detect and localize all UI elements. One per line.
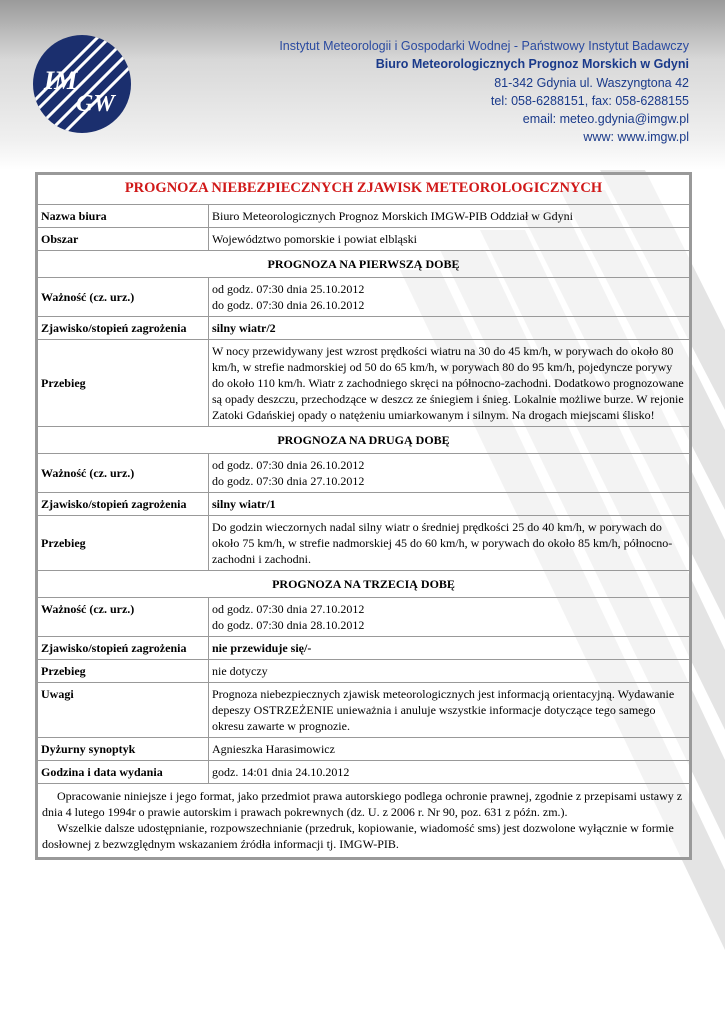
day2-phenomenon-value: silny wiatr/1 (209, 493, 690, 516)
day1-heading: PROGNOZA NA PIERWSZĄ DOBĘ (38, 251, 690, 278)
website-link[interactable]: www: www.imgw.pl (583, 130, 689, 145)
day2-phenomenon-label: Zjawisko/stopień zagrożenia (38, 493, 209, 516)
day3-validity-label: Ważność (cz. urz.) (38, 598, 209, 637)
day3-heading: PROGNOZA NA TRZECIĄ DOBĘ (38, 571, 690, 598)
forecast-table (37, 174, 690, 858)
phone-fax: tel: 058-6288151, fax: 058-6288155 (490, 93, 689, 108)
day1-phenomenon-label: Zjawisko/stopień zagrożenia (38, 317, 209, 340)
day3-validity-from: od godz. 07:30 dnia 27.10.2012 (212, 602, 365, 616)
area-label: Obszar (38, 228, 209, 251)
table-row (38, 738, 690, 761)
day2-heading: PROGNOZA NA DRUGĄ DOBĘ (38, 427, 690, 454)
forecast-document (35, 172, 692, 860)
office-name: Biuro Meteorologicznych Prognoz Morskich w Gdyni (375, 57, 689, 72)
day1-validity-from: od godz. 07:30 dnia 25.10.2012 (212, 282, 365, 296)
table-row (38, 683, 690, 738)
table-row (38, 598, 690, 637)
forecaster-value: Agnieszka Harasimowicz (209, 738, 690, 761)
document-title: PROGNOZA NIEBEZPIECZNYCH ZJAWISK METEOROLOGICZNYCH (38, 175, 690, 205)
day1-validity-label: Ważność (cz. urz.) (38, 278, 209, 317)
table-row (38, 317, 690, 340)
imgw-logo (32, 33, 132, 135)
table-row (38, 278, 690, 317)
svg-text:IM: IM (44, 66, 78, 95)
office-value: Biuro Meteorologicznych Prognoz Morskich IMGW-PIB Oddział w Gdyni (209, 205, 690, 228)
table-row (38, 228, 690, 251)
day3-phenomenon-value: nie przewiduje się/- (209, 637, 690, 660)
day2-validity-from: od godz. 07:30 dnia 26.10.2012 (212, 458, 365, 472)
table-row (38, 761, 690, 784)
remarks-value: Prognoza niebezpiecznych zjawisk meteorologicznych jest informacją orientacyjną. Wydawanie depeszy OSTRZEŻENIE unieważnia i anuluje wszystkie informacje dotyczące tego samego okresu zawarte w prognozie. (209, 683, 690, 738)
day2-validity-label: Ważność (cz. urz.) (38, 454, 209, 493)
day1-phenomenon-value: silny wiatr/2 (209, 317, 690, 340)
day1-course-label: Przebieg (38, 340, 209, 427)
table-row (38, 637, 690, 660)
forecaster-label: Dyżurny synoptyk (38, 738, 209, 761)
table-row (38, 454, 690, 493)
contact-block (279, 37, 689, 147)
day3-course-label: Przebieg (38, 660, 209, 683)
remarks-label: Uwagi (38, 683, 209, 738)
table-row (38, 660, 690, 683)
copyright-note (38, 784, 690, 858)
table-row (38, 493, 690, 516)
issued-label: Godzina i data wydania (38, 761, 209, 784)
institute-name: Instytut Meteorologii i Gospodarki Wodnej - Państwowy Instytut Badawczy (279, 39, 689, 53)
day2-course-label: Przebieg (38, 516, 209, 571)
area-value: Województwo pomorskie i powiat elbląski (209, 228, 690, 251)
day1-validity-to: do godz. 07:30 dnia 26.10.2012 (212, 298, 365, 312)
table-row (38, 205, 690, 228)
copyright-paragraph-1: Opracowanie niniejsze i jego format, jako przedmiot prawa autorskiego podlega ochronie prawnej, zgodnie z przepisami ustawy z dnia 4 lutego 1994r o prawie autorskim i prawach pokrewnych (dz. U. z 2006 r. Nr 90, poz. 631 z późn. zm.). (42, 789, 683, 819)
letterhead (0, 0, 725, 165)
day1-course-value: W nocy przewidywany jest wzrost prędkości wiatru na 30 do 45 km/h, w porywach do około 80 km/h, w strefie nadmorskiej od 50 do 65 km/h, w porywach 80 do 95 km/h, pojedyncze porywy do około 110 km/h. Wiatr z zachodniego skręci na północno-zachodni. Dodatkowo prognozowane są opady deszczu, przechodzące w deszcz ze śniegiem i śnieg. Lokalnie możliwe burze. W rejonie Zatoki Gdańskiej opady o natężeniu umiarkowanym i silnym. Na drogach miejscami ślisko! (209, 340, 690, 427)
table-row (38, 516, 690, 571)
office-label: Nazwa biura (38, 205, 209, 228)
day3-course-value: nie dotyczy (209, 660, 690, 683)
table-row (38, 340, 690, 427)
issued-value: godz. 14:01 dnia 24.10.2012 (209, 761, 690, 784)
day2-validity-to: do godz. 07:30 dnia 27.10.2012 (212, 474, 365, 488)
email-link[interactable]: email: meteo.gdynia@imgw.pl (522, 112, 689, 127)
svg-text:GW: GW (76, 91, 115, 117)
day2-course-value: Do godzin wieczornych nadal silny wiatr o średniej prędkości 25 do 40 km/h, w porywach do około 75 km/h, w strefie nadmorskiej 45 do 60 km/h, w porywach do około 85 km/h, północno-zachodni i zachodni. (209, 516, 690, 571)
address: 81-342 Gdynia ul. Waszyngtona 42 (494, 75, 689, 90)
copyright-paragraph-2: Wszelkie dalsze udostępnianie, rozpowszechnianie (przedruk, kopiowanie, wiadomość sms) jest dozwolone wyłącznie w formie dosłownej z bezwzględnym wskazaniem źródła informacji tj. IMGW-PIB. (42, 821, 674, 851)
day3-validity-to: do godz. 07:30 dnia 28.10.2012 (212, 618, 365, 632)
day3-phenomenon-label: Zjawisko/stopień zagrożenia (38, 637, 209, 660)
